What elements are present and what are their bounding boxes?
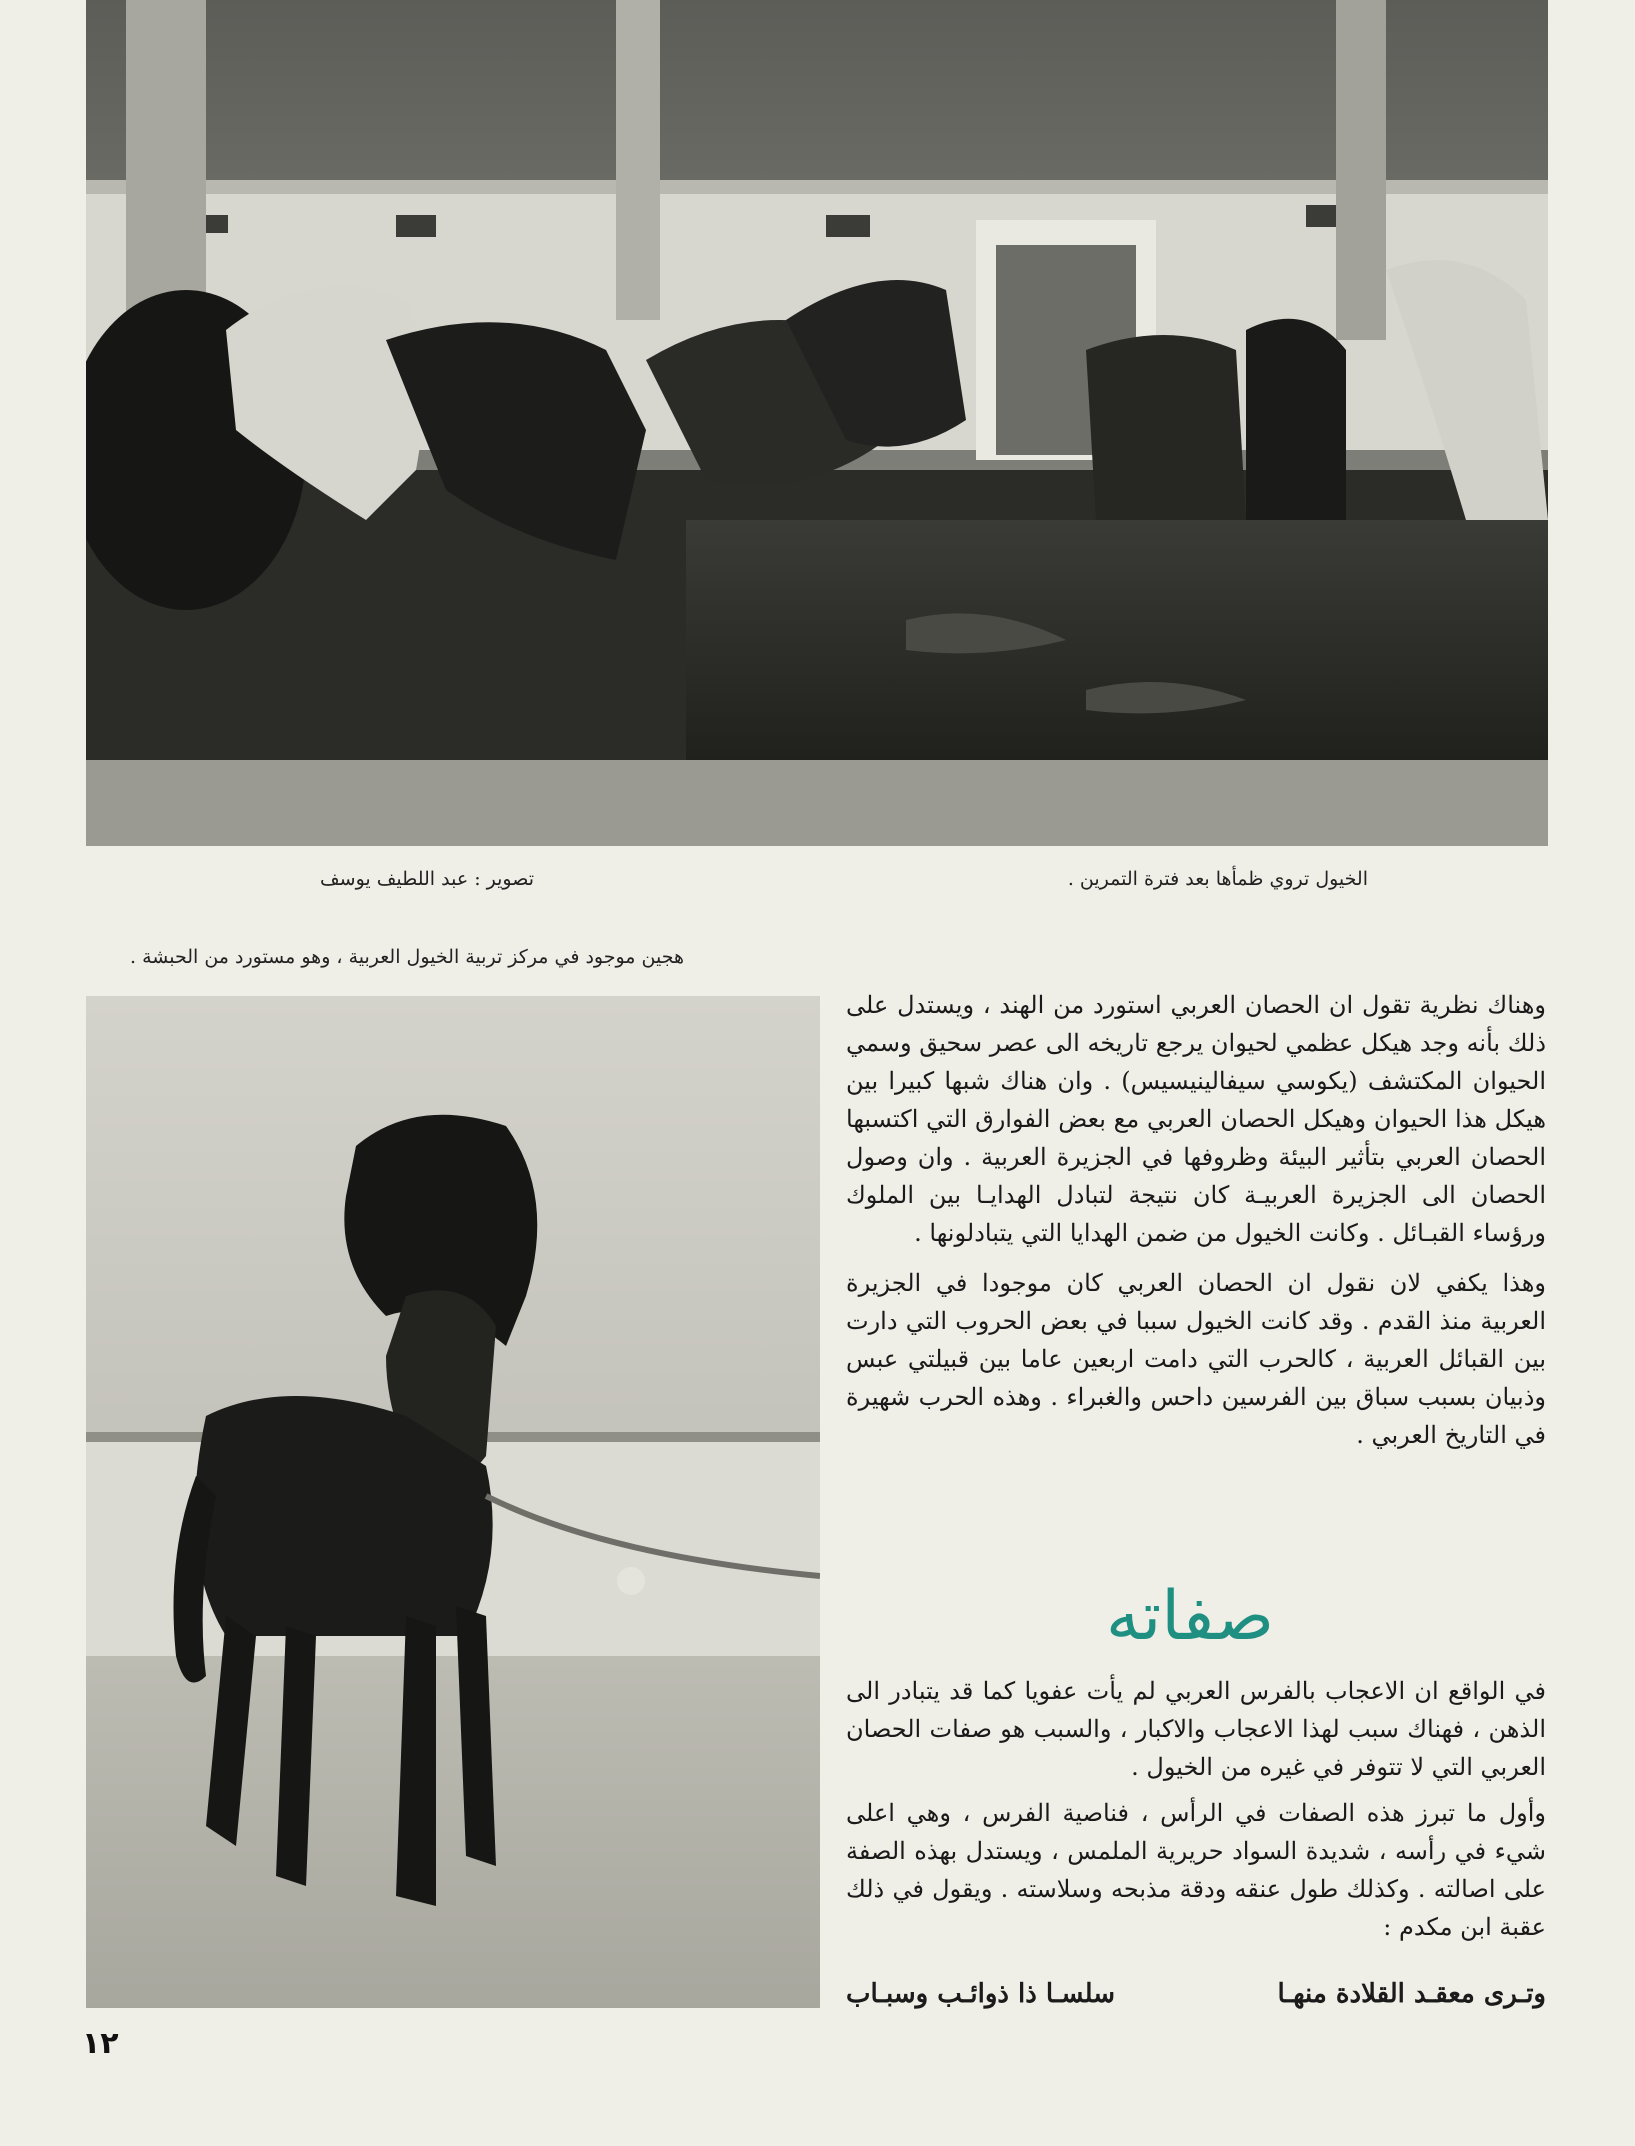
poetry-verse xyxy=(846,1976,1546,2012)
article-paragraph: في الواقع ان الاعجاب بالفرس العربي لم يأت عفويا كما قد يتبادر الى الذهن ، فهناك سبب لهذا الاعجاب والاكبار ، والسبب هو صفات الحصان العربي التي لا تتوفر في غيره من الخيول . xyxy=(846,1677,1546,1781)
article-body-2 xyxy=(846,1672,1546,1954)
verse-first-hemistich: وتـرى معقـد القلادة منهـا xyxy=(1277,1979,1546,2009)
article-paragraph: وأول ما تبرز هذه الصفات في الرأس ، فناصية الفرس ، وهي اعلى شيء في رأسه ، شديدة السواد حريرية الملمس ، ويستدل بهذه الصفة على اصالته . وكذلك طول عنقه ودقة مذبحه وسلاسته . ويقول في ذلك عقبة ابن مكدم : xyxy=(846,1799,1546,1941)
bottom-photo-caption: هجين موجود في مركز تربية الخيول العربية ، وهو مستورد من الحبشة . xyxy=(130,946,685,968)
article-paragraph: وهذا يكفي لان نقول ان الحصان العربي كان موجودا في الجزيرة العربية منذ القدم . وقد كانت الخيول سببا في بعض الحروب التي دارت بين القبائل العربية ، كالحرب التي دامت اربعين عاما بين قبيلتي عبس وذبيان بسبب سباق بين الفرسين داحس والغبراء . وهذه الحرب شهيرة في التاريخ العربي . xyxy=(846,1269,1547,1449)
top-photo-caption: الخيول تروي ظمأها بعد فترة التمرين . xyxy=(1067,868,1368,890)
section-heading: صفاته xyxy=(1105,1577,1275,1656)
verse-second-hemistich: سلسـا ذا ذوائـب وسبـاب xyxy=(846,1979,1116,2009)
pony-photo xyxy=(86,996,820,2008)
article-paragraph: وهناك نظرية تقول ان الحصان العربي استورد من الهند ، ويستدل على ذلك بأنه وجد هيكل عظمي لحيوان يرجع تاريخه الى عصر سحيق وسمي الحيوان المكتشف (يكوسي سيفالينيسيس) . وان هناك شبها كبيرا بين هيكل هذا الحيوان وهيكل الحصان العربي مع بعض الفوارق التي اكتسبها الحصان العربي بتأثير البيئة وظروفها في الجزيرة العربية . وان وصول الحصان الى الجزيرة العربيـة كان نتيجة لتبادل الهدايـا بين الملوك ورؤساء القبـائل . وكانت الخيول من ضمن الهدايا التي يتبادلونها . xyxy=(846,991,1547,1247)
photo-credit: تصوير : عبد اللطيف يوسف xyxy=(320,868,534,890)
horses-drinking-photo xyxy=(86,0,1548,846)
article-body xyxy=(846,986,1546,1466)
page-number: ١٢ xyxy=(82,2026,119,2061)
